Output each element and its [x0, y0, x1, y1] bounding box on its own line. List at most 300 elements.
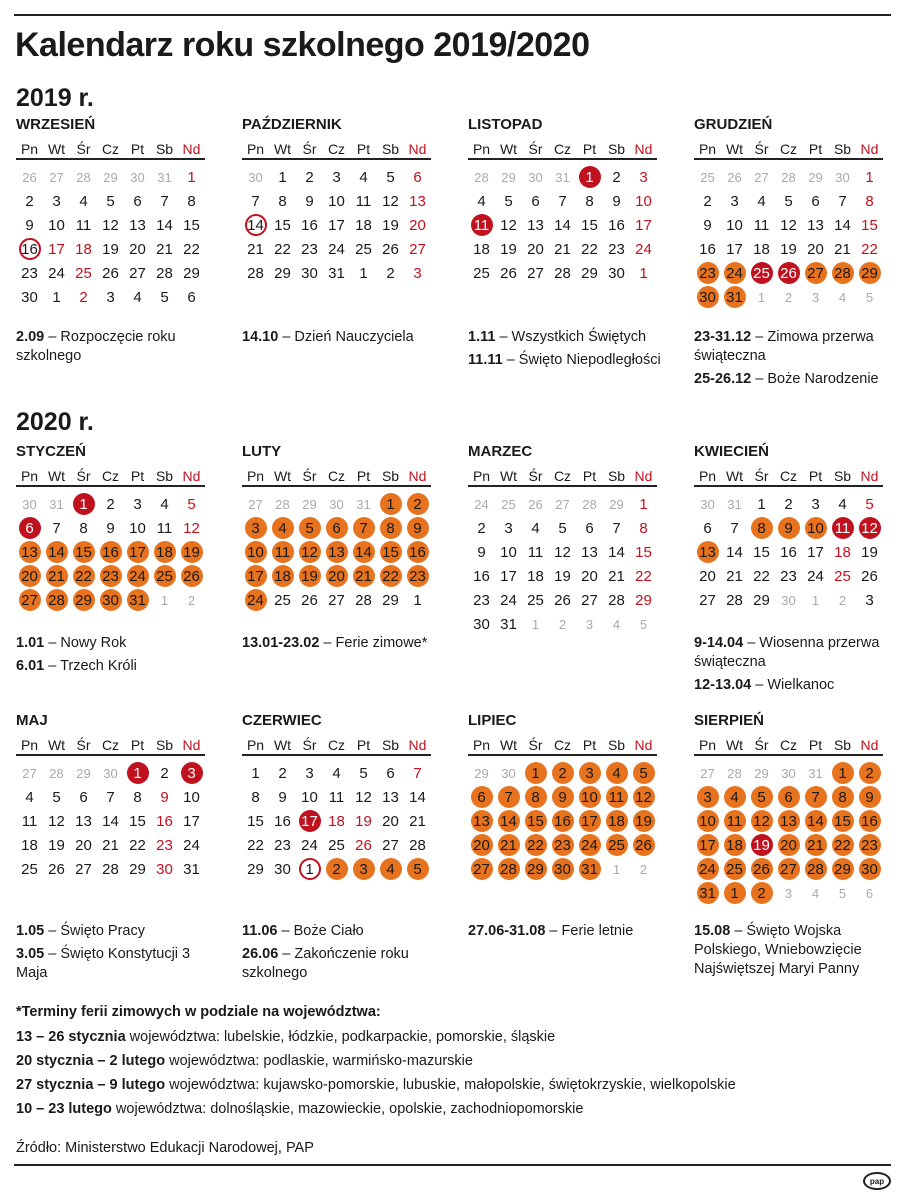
day-cell — [70, 540, 97, 564]
day-cell — [43, 857, 70, 881]
day-cell — [829, 881, 856, 905]
day-number: 31 — [127, 589, 149, 611]
day-cell — [775, 237, 802, 261]
weekday-header: Nd — [178, 138, 205, 160]
day-cell — [694, 189, 721, 213]
event-text: – Święto Pracy — [44, 923, 145, 939]
day-cell — [296, 261, 323, 285]
day-number: 4 — [757, 192, 766, 210]
day-cell — [242, 237, 269, 261]
month-name: MARZEC — [468, 443, 533, 460]
day-number: 6 — [703, 519, 712, 537]
day-number: 16 — [608, 216, 625, 234]
event-date: 1.01 — [16, 635, 45, 651]
day-cell — [178, 833, 205, 857]
day-cell — [70, 564, 97, 588]
day-cell — [323, 237, 350, 261]
weekday-header: Pn — [694, 138, 721, 160]
day-cell — [242, 564, 269, 588]
day-number: 8 — [585, 192, 594, 210]
day-number: 8 — [278, 192, 287, 210]
day-number: 2 — [305, 168, 314, 186]
event-note — [16, 328, 216, 366]
day-cell — [829, 237, 856, 261]
day-cell — [16, 857, 43, 881]
day-cell — [43, 285, 70, 309]
day-cell — [151, 785, 178, 809]
day-cell — [694, 165, 721, 189]
month-name: SIERPIEŃ — [694, 712, 765, 729]
event-text: – Wielkanoc — [751, 677, 835, 693]
day-cell — [124, 809, 151, 833]
weekday-header: Pt — [576, 465, 603, 487]
day-cell — [242, 213, 269, 237]
day-number: 24 — [127, 565, 149, 587]
day-number: 24 — [183, 836, 200, 854]
day-number: 30 — [781, 765, 796, 781]
weekday-header: Pt — [124, 465, 151, 487]
weekday-header: Śr — [748, 138, 775, 160]
day-cell — [404, 833, 431, 857]
day-cell — [350, 261, 377, 285]
day-cell — [775, 516, 802, 540]
day-number: 28 — [474, 169, 489, 185]
event-note — [694, 634, 894, 672]
weekday-header: Wt — [269, 465, 296, 487]
day-cell — [748, 564, 775, 588]
day-cell — [178, 809, 205, 833]
month-notes — [694, 634, 894, 699]
day-number: 3 — [353, 858, 375, 880]
day-cell — [70, 833, 97, 857]
day-cell — [549, 857, 576, 881]
day-cell — [468, 516, 495, 540]
day-number: 18 — [724, 834, 746, 856]
day-cell — [603, 540, 630, 564]
day-number: 28 — [247, 264, 264, 282]
day-cell — [576, 833, 603, 857]
year-2020-heading: 2020 r. — [16, 408, 94, 436]
day-number: 7 — [558, 192, 567, 210]
day-number: 8 — [187, 192, 196, 210]
weekday-header: Śr — [748, 734, 775, 756]
day-cell — [522, 189, 549, 213]
weekday-header: Wt — [721, 465, 748, 487]
day-number: 9 — [305, 192, 314, 210]
day-number: 30 — [21, 288, 38, 306]
day-number: 28 — [46, 589, 68, 611]
weekday-header: Sb — [603, 138, 630, 160]
day-cell — [151, 189, 178, 213]
day-cell — [97, 165, 124, 189]
day-number: 9 — [160, 788, 169, 806]
weekday-header: Pt — [350, 734, 377, 756]
day-cell — [802, 516, 829, 540]
day-number: 31 — [555, 169, 570, 185]
day-cell — [549, 785, 576, 809]
event-text: – Trzech Króli — [44, 658, 137, 674]
day-number: 25 — [606, 834, 628, 856]
day-cell — [802, 881, 829, 905]
day-cell — [775, 564, 802, 588]
day-number: 5 — [865, 289, 874, 305]
day-number: 4 — [811, 885, 820, 901]
day-cell — [350, 213, 377, 237]
day-cell — [124, 516, 151, 540]
day-number: 20 — [409, 216, 426, 234]
day-number: 6 — [413, 168, 422, 186]
day-number: 30 — [473, 615, 490, 633]
day-number: 24 — [48, 264, 65, 282]
weekday-header: Cz — [323, 734, 350, 756]
day-number: 9 — [407, 517, 429, 539]
day-number: 3 — [106, 288, 115, 306]
day-cell — [468, 833, 495, 857]
day-number: 11 — [832, 517, 854, 539]
day-cell — [495, 261, 522, 285]
day-number: 5 — [359, 764, 368, 782]
day-number: 13 — [19, 541, 41, 563]
day-cell — [522, 612, 549, 636]
day-cell — [151, 809, 178, 833]
day-number: 7 — [353, 517, 375, 539]
event-text: – Zakończenie roku szkolnego — [242, 946, 409, 981]
day-cell — [748, 833, 775, 857]
event-note — [468, 351, 668, 370]
day-cell — [377, 833, 404, 857]
day-cell — [70, 492, 97, 516]
month-notes — [16, 922, 216, 987]
day-number: 25 — [501, 496, 516, 512]
event-note — [694, 922, 894, 979]
day-cell — [603, 761, 630, 785]
day-number: 6 — [326, 517, 348, 539]
day-number: 1 — [127, 762, 149, 784]
day-cell — [603, 213, 630, 237]
day-cell — [350, 540, 377, 564]
day-number: 5 — [52, 788, 61, 806]
day-cell — [296, 189, 323, 213]
day-number: 29 — [832, 858, 854, 880]
day-number: 14 — [726, 543, 743, 561]
day-number: 4 — [606, 762, 628, 784]
month-notes — [694, 328, 894, 393]
day-number: 28 — [102, 860, 119, 878]
day-cell — [269, 540, 296, 564]
day-number: 10 — [301, 788, 318, 806]
month-name: LISTOPAD — [468, 116, 543, 133]
day-cell — [242, 588, 269, 612]
day-number: 23 — [552, 834, 574, 856]
day-cell — [16, 809, 43, 833]
day-cell — [242, 785, 269, 809]
day-number: 22 — [861, 240, 878, 258]
day-number: 12 — [751, 810, 773, 832]
day-number: 29 — [103, 169, 118, 185]
day-cell — [43, 588, 70, 612]
day-number: 18 — [154, 541, 176, 563]
day-number: 10 — [328, 192, 345, 210]
weekday-header: Nd — [404, 465, 431, 487]
day-cell — [775, 785, 802, 809]
day-cell — [802, 165, 829, 189]
event-text: – Boże Ciało — [277, 923, 364, 939]
day-cell — [16, 540, 43, 564]
day-number: 3 — [52, 192, 61, 210]
day-number: 3 — [639, 168, 648, 186]
weekday-header: Pn — [694, 465, 721, 487]
day-number: 25 — [527, 591, 544, 609]
day-cell — [468, 857, 495, 881]
day-number: 31 — [49, 496, 64, 512]
day-cell — [721, 833, 748, 857]
day-cell — [721, 189, 748, 213]
weekday-header: Pn — [242, 465, 269, 487]
day-cell — [70, 809, 97, 833]
day-number: 2 — [278, 764, 287, 782]
day-number: 14 — [409, 788, 426, 806]
day-cell — [151, 761, 178, 785]
weekday-header: Śr — [296, 465, 323, 487]
event-date: 26.06 — [242, 946, 279, 962]
day-cell — [748, 189, 775, 213]
weekday-header: Wt — [495, 734, 522, 756]
weekday-header: Pt — [802, 138, 829, 160]
day-cell — [43, 261, 70, 285]
day-number: 30 — [859, 858, 881, 880]
event-date: 25-26.12 — [694, 371, 752, 387]
day-cell — [16, 492, 43, 516]
event-date: 6.01 — [16, 658, 45, 674]
day-number: 29 — [635, 591, 652, 609]
day-number: 4 — [477, 192, 486, 210]
day-cell — [16, 237, 43, 261]
day-cell — [495, 809, 522, 833]
footnote-line: 13 – 26 stycznia województwa: lubelskie, łódzkie, podkarpackie, pomorskie, śląskie — [16, 1029, 556, 1045]
day-cell — [603, 261, 630, 285]
day-number: 3 — [245, 517, 267, 539]
event-note — [468, 922, 668, 941]
day-number: 24 — [697, 858, 719, 880]
day-cell — [377, 492, 404, 516]
day-number: 30 — [248, 169, 263, 185]
day-number: 25 — [355, 240, 372, 258]
day-cell — [603, 237, 630, 261]
day-number: 5 — [558, 519, 567, 537]
day-number: 2 — [552, 762, 574, 784]
day-cell — [124, 189, 151, 213]
day-cell — [829, 833, 856, 857]
day-cell — [178, 189, 205, 213]
day-cell — [377, 785, 404, 809]
day-cell — [748, 237, 775, 261]
day-number: 1 — [187, 168, 196, 186]
day-number: 10 — [579, 786, 601, 808]
day-cell — [468, 612, 495, 636]
day-number: 11 — [471, 214, 493, 236]
weekday-header: Pt — [576, 138, 603, 160]
day-cell — [242, 189, 269, 213]
day-number: 3 — [133, 495, 142, 513]
day-number: 18 — [21, 836, 38, 854]
event-text: – Boże Narodzenie — [751, 371, 879, 387]
day-number: 17 — [245, 565, 267, 587]
day-cell — [468, 492, 495, 516]
day-cell — [630, 833, 657, 857]
day-number: 13 — [697, 541, 719, 563]
day-cell — [748, 761, 775, 785]
day-cell — [323, 189, 350, 213]
day-number: 8 — [832, 786, 854, 808]
day-number: 6 — [531, 192, 540, 210]
day-number: 27 — [471, 858, 493, 880]
event-note — [242, 634, 442, 653]
day-number: 3 — [332, 168, 341, 186]
day-number: 7 — [251, 192, 260, 210]
day-cell — [775, 857, 802, 881]
day-number: 12 — [102, 216, 119, 234]
day-cell — [630, 588, 657, 612]
day-cell — [829, 540, 856, 564]
day-number: 21 — [834, 240, 851, 258]
day-cell — [829, 261, 856, 285]
day-cell — [468, 540, 495, 564]
month-name: STYCZEŃ — [16, 443, 87, 460]
day-number: 15 — [861, 216, 878, 234]
day-cell — [694, 516, 721, 540]
day-cell — [549, 588, 576, 612]
day-cell — [576, 857, 603, 881]
day-cell — [576, 612, 603, 636]
day-number: 20 — [19, 565, 41, 587]
day-number: 1 — [278, 168, 287, 186]
day-cell — [296, 165, 323, 189]
day-cell — [549, 761, 576, 785]
day-number: 2 — [326, 858, 348, 880]
day-number: 22 — [380, 565, 402, 587]
day-number: 29 — [129, 860, 146, 878]
day-cell — [522, 588, 549, 612]
day-cell — [549, 833, 576, 857]
event-text: – Święto Konstytucji 3 Maja — [16, 946, 191, 981]
day-cell — [377, 165, 404, 189]
day-number: 15 — [753, 543, 770, 561]
day-number: 25 — [724, 858, 746, 880]
day-cell — [721, 785, 748, 809]
month-sierpień — [694, 712, 894, 905]
day-number: 18 — [272, 565, 294, 587]
day-number: 29 — [382, 591, 399, 609]
day-cell — [630, 809, 657, 833]
day-cell — [856, 588, 883, 612]
day-number: 21 — [46, 565, 68, 587]
day-number: 18 — [606, 810, 628, 832]
day-cell — [43, 540, 70, 564]
day-cell — [802, 809, 829, 833]
day-number: 10 — [805, 517, 827, 539]
day-cell — [404, 540, 431, 564]
day-cell — [694, 833, 721, 857]
weekday-header: Pt — [350, 465, 377, 487]
day-cell — [748, 588, 775, 612]
day-number: 28 — [832, 262, 854, 284]
month-notes — [16, 634, 216, 680]
day-number: 27 — [527, 264, 544, 282]
day-cell — [323, 809, 350, 833]
day-cell — [829, 189, 856, 213]
day-number: 3 — [865, 591, 874, 609]
day-cell — [16, 588, 43, 612]
day-number: 1 — [612, 861, 621, 877]
day-number: 17 — [500, 567, 517, 585]
day-cell — [377, 213, 404, 237]
day-cell — [748, 285, 775, 309]
day-number: 12 — [48, 812, 65, 830]
day-cell — [178, 761, 205, 785]
day-cell — [350, 785, 377, 809]
day-cell — [377, 761, 404, 785]
weekday-header: Śr — [296, 734, 323, 756]
day-number: 1 — [832, 762, 854, 784]
day-cell — [296, 809, 323, 833]
day-cell — [350, 833, 377, 857]
day-number: 14 — [608, 543, 625, 561]
day-number: 23 — [697, 262, 719, 284]
day-cell — [124, 761, 151, 785]
day-number: 6 — [778, 786, 800, 808]
day-number: 30 — [22, 496, 37, 512]
day-number: 26 — [500, 264, 517, 282]
day-cell — [178, 492, 205, 516]
day-cell — [269, 833, 296, 857]
weekday-header: Sb — [603, 465, 630, 487]
day-cell — [721, 564, 748, 588]
weekday-header: Cz — [549, 465, 576, 487]
weekday-header: Sb — [603, 734, 630, 756]
day-number: 1 — [52, 288, 61, 306]
day-cell — [630, 761, 657, 785]
day-cell — [70, 261, 97, 285]
day-number: 15 — [635, 543, 652, 561]
day-number: 20 — [471, 834, 493, 856]
weekday-header: Nd — [630, 734, 657, 756]
day-cell — [269, 165, 296, 189]
day-cell — [124, 857, 151, 881]
weekday-header: Pn — [468, 138, 495, 160]
weekday-header: Sb — [151, 138, 178, 160]
weekday-header: Pn — [16, 465, 43, 487]
day-cell — [495, 213, 522, 237]
day-cell — [323, 785, 350, 809]
day-cell — [178, 285, 205, 309]
day-cell — [404, 857, 431, 881]
day-cell — [97, 809, 124, 833]
day-number: 23 — [608, 240, 625, 258]
day-number: 5 — [751, 786, 773, 808]
day-number: 3 — [811, 495, 820, 513]
day-number: 30 — [528, 169, 543, 185]
day-cell — [856, 261, 883, 285]
day-number: 14 — [245, 214, 267, 236]
day-cell — [829, 285, 856, 309]
day-cell — [404, 261, 431, 285]
day-number: 10 — [129, 519, 146, 537]
month-notes — [16, 328, 216, 370]
day-cell — [97, 588, 124, 612]
month-listopad — [468, 116, 668, 285]
day-number: 8 — [79, 519, 88, 537]
day-cell — [802, 189, 829, 213]
